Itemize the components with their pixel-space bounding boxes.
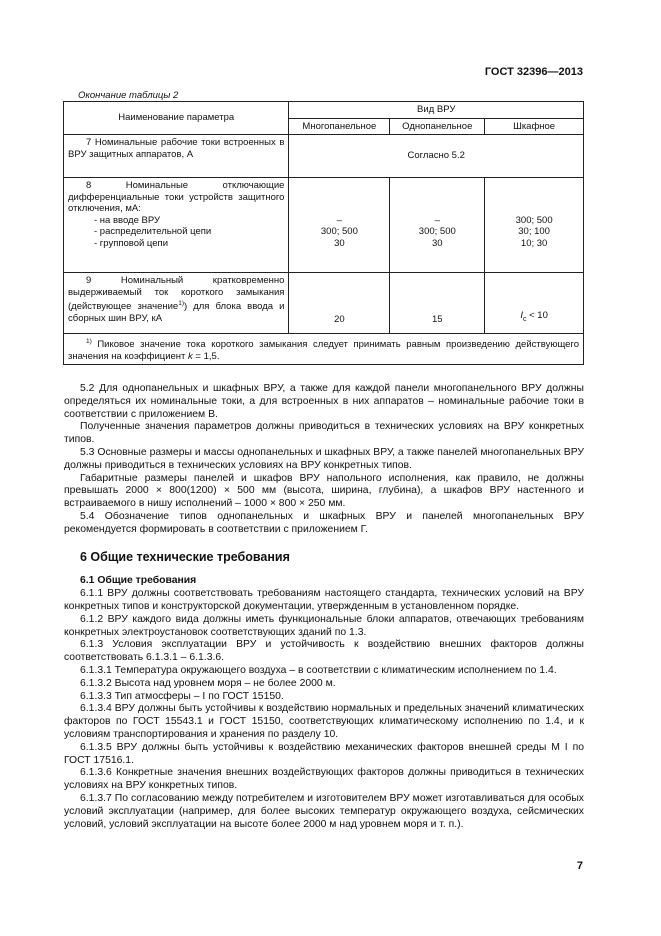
parameters-table [63, 101, 584, 365]
row9-multi-value: 20 [289, 273, 390, 334]
paragraph: 6.1.3.7 По согласованию между потребителем и изготовителем ВРУ может изготавливаться для особых условий эксплуатации (например, для более высоких температур окружающего воздуха, сейсмических условий, условий эксплуатации на высоте более 2000 м над уровнем моря и т. п.). [64, 792, 584, 830]
row8-single-value: 30 [431, 237, 443, 249]
row8-multi-cell [289, 178, 390, 273]
table-footnote: $^{1)}$ Пиковое значение тока короткого замыкания следует принимать равным произведению действующего значения на коэффициент k = 1,5. [64, 334, 584, 365]
paragraph: Полученные значения параметров должны приводиться в технических условиях на ВРУ конкретных типов. [64, 421, 584, 446]
row8-multi-value: 30 [334, 237, 345, 249]
table-row-9 [64, 273, 584, 334]
paragraph: 6.1.3.2 Высота над уровнем моря – не более 2000 м. [80, 677, 336, 689]
row8-cabinet-value: 10; 30 [520, 237, 548, 249]
row8-multi-value: 300; 500 [320, 226, 358, 237]
row9-name: 9 Номинальный кратковременно выдерживаемый ток короткого замыкания (действующее значение$^{1)}$) для блока ввода и сборных шин ВРУ, кА [64, 273, 289, 334]
table-caption: Окончание таблицы 2 [78, 90, 179, 101]
table-footnote-row [64, 334, 584, 365]
row9-single-value: 15 [390, 273, 485, 334]
table-head-row [64, 102, 584, 119]
row7-name: 7 Номинальные рабочие токи встроенных в ВРУ защитных аппаратов, А [64, 135, 289, 178]
subsection-title: 6.1 Общие требования [80, 575, 197, 587]
head-col-multi: Многопанельное [289, 118, 390, 135]
paragraph: 6.1.3.6 Конкретные значения внешних воздействующих факторов должны приводиться в технических условиях на ВРУ конкретных типов. [64, 767, 584, 792]
paragraph: 6.1.3.4 ВРУ должны быть устойчивы к воздействию нормальных и предельных значений климатических факторов по ГОСТ 15543.1 и ГОСТ 15150, соответствующих климатическому исполнению по 1.4, и к условиям транспортирования и хранения по разделу 10. [64, 703, 584, 740]
row8-cabinet-cell [485, 178, 584, 273]
row8-cabinet-value: 300; 500 [515, 214, 553, 226]
paragraph: Габаритные размеры панелей и шкафов ВРУ напольного исполнения, как правило, не должны превышать 2000 × 800(1200) × 500 мм (высота, ширина, глубина), а шкафов ВРУ настенного и встраиваемого в нишу исполнений – 1000 × 800 × 250 мм. [64, 472, 584, 510]
paragraph: 6.1.3.3 Тип атмосферы – I по ГОСТ 15150. [80, 690, 284, 702]
paragraph: 5.2 Для однопанельных и шкафных ВРУ, а также для каждой панели многопанельного ВРУ должны определяться их номинальные токи, а для встроенных в них аппаратов – номинальные рабочие токи в соответствии с приложением В. [64, 383, 584, 420]
table-row-7 [64, 135, 584, 178]
row8-item: - групповой цепи [94, 237, 169, 249]
paragraph: 6.1.2 ВРУ каждого вида должны иметь функциональные блоки аппаратов, отвечающих требованиям конкретных электроустановок соответствующих зданий по 1.3. [64, 613, 584, 638]
body-text [64, 383, 584, 831]
row8-name-cell [64, 178, 289, 273]
paragraph: 5.4 Обозначение типов однопанельных и шкафных ВРУ и панелей многопанельных ВРУ рекомендуется формировать в соответствии с приложением Г. [64, 510, 584, 535]
row9-cabinet-value: $I_c < 10$ [485, 273, 584, 334]
paragraph: 6.1.3.1 Температура окружающего воздуха – в соответствии с климатическим исполнением по 1.4. [80, 664, 557, 676]
head-col-single: Однопанельное [390, 118, 485, 135]
head-group: Вид ВРУ [289, 102, 584, 119]
row8-name: 8 Номинальные отключающие дифференциальные токи устройств защитного отключения, мА: [68, 180, 285, 214]
row7-value: Согласно 5.2 [289, 135, 584, 178]
head-col-cabinet: Шкафное [485, 118, 584, 135]
table-row-8 [64, 178, 584, 273]
row8-single-value: 300; 500 [418, 226, 456, 237]
row8-single-value: – [434, 214, 440, 226]
paragraph: 6.1.1 ВРУ должны соответствовать требованиям настоящего стандарта, технических условий на ВРУ конкретных типов и конструкторской документации, утвержденным в установленном порядке. [64, 588, 584, 612]
row8-item: - на вводе ВРУ [94, 214, 160, 226]
paragraph: 5.3 Основные размеры и массы однопанельных и шкафных ВРУ, а также панелей многопанельных ВРУ должны приводиться в технических условиях на ВРУ конкретных типов. [64, 446, 584, 471]
page-number: 7 [576, 860, 583, 872]
paragraph: 6.1.3 Условия эксплуатации ВРУ и устойчивость к воздействию внешних факторов должны соответствовать 6.1.3.1 – 6.1.3.6. [64, 639, 584, 664]
document-code: ГОСТ 32396—2013 [484, 66, 583, 78]
row8-item: - распределительной цепи [94, 226, 212, 237]
head-param: Наименование параметра [64, 102, 289, 135]
row8-cabinet-value: 30; 100 [518, 226, 550, 237]
row8-multi-value: – [336, 214, 343, 226]
paragraph: 6.1.3.5 ВРУ должны быть устойчивы к воздействию механических факторов внешней среды М I по ГОСТ 17516.1. [64, 741, 584, 766]
row8-single-cell [390, 178, 485, 273]
section-title: 6 Общие технические требования [80, 549, 290, 564]
